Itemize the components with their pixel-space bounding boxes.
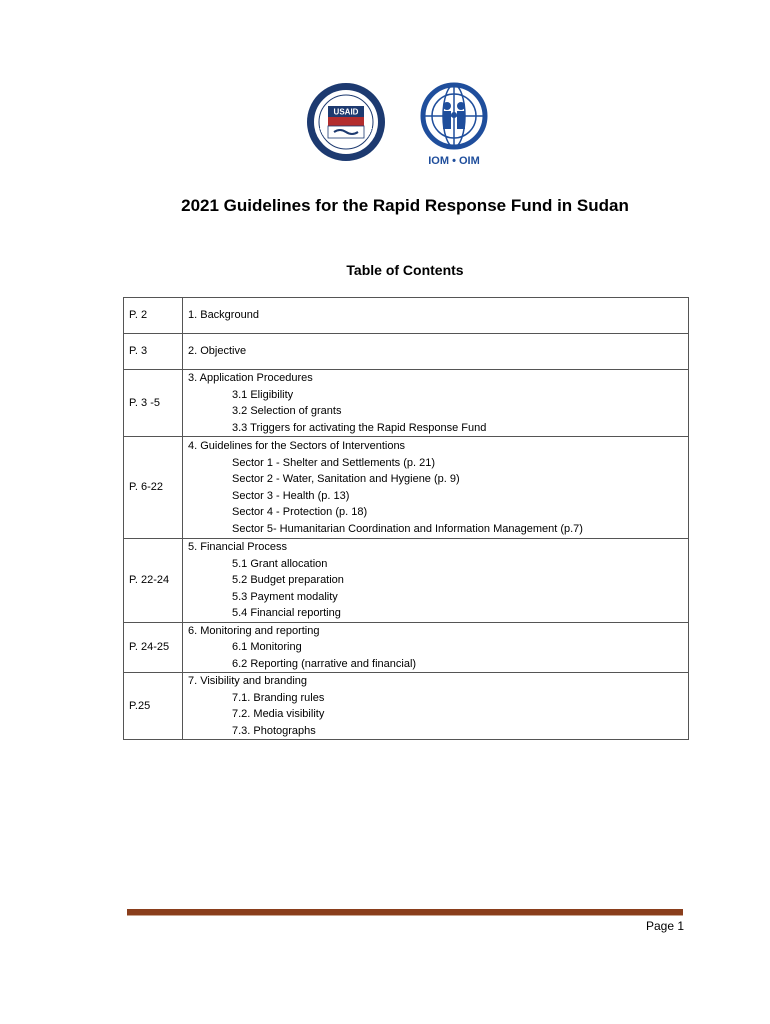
toc-row (124, 298, 689, 334)
toc-sub-item: Sector 2 - Water, Sanitation and Hygiene (p. 9) (232, 473, 460, 485)
toc-sub-item: 7.3. Photographs (232, 724, 316, 737)
toc-page-ref: P.25 (124, 673, 183, 740)
toc-entry (183, 673, 689, 740)
toc-sub-item: 3.1 Eligibility (232, 388, 294, 401)
toc-heading-text: 4. Guidelines for the Sectors of Interventions (188, 440, 406, 452)
toc-heading-text: 2. Objective (188, 345, 247, 358)
usaid-logo (306, 82, 386, 162)
iom-logo (414, 82, 494, 172)
logo-area (0, 82, 770, 172)
toc-sub-item: 7.1. Branding rules (232, 691, 325, 704)
toc-sub-item: 6.2 Reporting (narrative and financial) (232, 657, 417, 670)
toc-page-ref: P. 6-22 (124, 437, 183, 539)
toc-sub-item: Sector 4 - Protection (p. 18) (232, 506, 368, 518)
toc-page-ref: P. 2 (124, 298, 183, 334)
toc-sub-item: 3.2 Selection of grants (232, 405, 342, 417)
toc-row (124, 622, 689, 673)
toc-row (124, 334, 689, 370)
toc-page-ref: P. 22-24 (124, 539, 183, 623)
toc-page-ref: P. 3 -5 (124, 370, 183, 437)
toc-sub-item: 5.1 Grant allocation (232, 557, 328, 570)
toc-row (124, 437, 689, 539)
toc-page-ref: P. 24-25 (124, 622, 183, 673)
toc-heading-text: 5. Financial Process (188, 541, 288, 553)
svg-text:USAID: USAID (333, 107, 359, 117)
iom-logo-text: IOM • OIM (428, 155, 480, 167)
toc-entry (183, 370, 689, 437)
toc-heading-text: 1. Background (188, 309, 259, 322)
toc-row (124, 673, 689, 740)
toc-row (124, 539, 689, 623)
toc-entry (183, 334, 689, 370)
toc-table (123, 297, 689, 740)
toc-sub-item: 5.2 Budget preparation (232, 574, 344, 586)
toc-heading-text: 7. Visibility and branding (188, 675, 308, 687)
footer-divider (127, 909, 683, 916)
document-title: 2021 Guidelines for the Rapid Response Fund in Sudan (181, 196, 629, 215)
toc-sub-item: 5.3 Payment modality (232, 590, 338, 603)
toc-entry (183, 622, 689, 673)
toc-entry (183, 539, 689, 623)
toc-sub-item: Sector 3 - Health (p. 13) (232, 489, 350, 502)
toc-heading-text: 3. Application Procedures (188, 372, 313, 384)
toc-entry (183, 437, 689, 539)
toc-sub-item: Sector 5- Humanitarian Coordination and Information Management (p.7) (232, 522, 583, 535)
toc-heading: Table of Contents (346, 262, 464, 278)
toc-sub-item: 7.2. Media visibility (232, 708, 325, 720)
toc-sub-item: 6.1 Monitoring (232, 641, 302, 653)
toc-sub-item: 5.4 Financial reporting (232, 607, 341, 619)
toc-heading-text: 6. Monitoring and reporting (188, 624, 320, 637)
toc-entry (183, 298, 689, 334)
page-number: Page 1 (646, 919, 685, 933)
toc-sub-item: Sector 1 - Shelter and Settlements (p. 21) (232, 456, 435, 469)
toc-sub-item: 3.3 Triggers for activating the Rapid Response Fund (232, 421, 487, 434)
toc-row (124, 370, 689, 437)
toc-page-ref: P. 3 (124, 334, 183, 370)
